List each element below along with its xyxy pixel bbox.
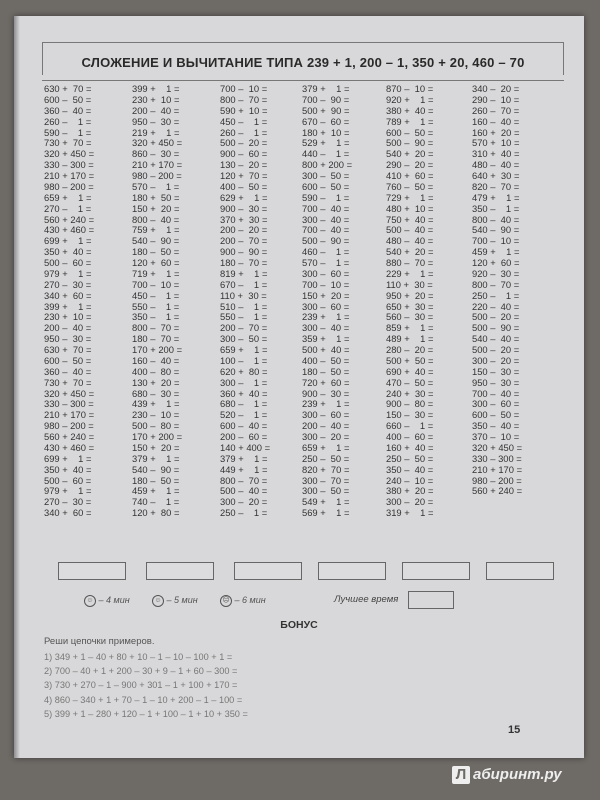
exercise-item: 570 + 10 = <box>472 137 520 149</box>
exercise-item: 150 + 20 = <box>302 289 350 301</box>
exercise-item: 629 + 1 = <box>220 191 268 203</box>
exercise-item: 700 – 40 = <box>302 202 350 214</box>
bonus-heading: БОНУС <box>280 619 318 631</box>
exercise-item: 480 – 40 = <box>472 159 520 171</box>
exercise-item: 590 – 1 = <box>44 126 92 138</box>
exercise-item: 500 – 40 = <box>386 224 434 236</box>
exercise-item: 920 + 1 = <box>386 93 434 105</box>
exercise-item: 239 + 1 = <box>302 311 350 323</box>
exercise-item: 700 – 10 = <box>472 235 520 247</box>
exercise-item: 300 – 20 = <box>386 496 434 508</box>
workbook-page <box>14 16 584 758</box>
exercise-item: 219 + 1 = <box>132 126 180 138</box>
exercise-item: 700 – 40 = <box>302 224 350 236</box>
exercise-item: 110 + 30 = <box>386 278 433 290</box>
exercise-item: 260 – 1 = <box>220 126 268 138</box>
exercise-item: 640 + 30 = <box>472 170 520 181</box>
exercise-item: 140 + 400 = <box>220 441 271 453</box>
exercise-item: 730 + 70 = <box>44 137 92 149</box>
exercise-item: 500 – 90 = <box>472 322 520 334</box>
exercise-item: 470 – 50 = <box>386 376 434 388</box>
exercise-item: 310 + 40 = <box>472 148 520 160</box>
chain-5: 5) 399 + 1 – 280 + 120 – 1 + 100 – 1 + 10 + 350 = <box>44 708 248 719</box>
exercise-item: 800 – 40 = <box>472 213 520 225</box>
exercise-item: 500 – 20 = <box>472 344 520 355</box>
exercise-item: 920 – 30 = <box>472 267 520 279</box>
exercise-item: 340 + 60 = <box>44 289 92 301</box>
exercise-item: 500 – 90 = <box>302 235 350 247</box>
exercise-item: 700 – 10 = <box>220 83 268 94</box>
exercise-column-2 <box>132 84 222 519</box>
exercise-item: 340 + 60 = <box>44 507 92 519</box>
exercise-item: 290 – 20 = <box>386 159 434 171</box>
exercise-item: 320 + 450 = <box>44 148 95 160</box>
exercise-item: 600 – 50 = <box>44 93 92 105</box>
answer-box-5[interactable] <box>402 562 470 580</box>
sad-face-icon: ☹ <box>220 595 232 607</box>
neutral-face-icon: ☺ <box>152 595 164 607</box>
exercise-item: 379 + 1 = <box>302 83 350 94</box>
chain-2: 2) 700 – 40 + 1 + 200 – 30 + 9 – 1 + 60 – 300 = <box>44 666 238 677</box>
title-rule <box>42 80 564 81</box>
exercise-item: 400 – 50 = <box>302 354 350 366</box>
exercise-item: 550 – 1 = <box>220 311 268 323</box>
exercise-item: 670 – 60 = <box>302 115 350 127</box>
exercise-item: 300 – 60 = <box>302 409 350 421</box>
exercise-item: 800 + 200 = <box>302 159 353 171</box>
exercise-item: 700 – 90 = <box>302 93 350 105</box>
exercise-item: 260 – 70 = <box>472 104 520 116</box>
exercise-item: 400 – 50 = <box>220 180 268 192</box>
exercise-column-1 <box>44 84 134 519</box>
exercise-item: 250 – 50 = <box>302 452 350 464</box>
exercise-item: 560 + 240 = <box>44 213 95 225</box>
exercise-item: 700 – 10 = <box>302 278 350 290</box>
exercise-item: 600 – 50 = <box>302 180 350 192</box>
exercise-item: 400 – 80 = <box>132 365 180 377</box>
exercise-item: 979 + 1 = <box>44 485 92 497</box>
exercise-item: 170 + 200 = <box>132 344 183 355</box>
exercise-item: 230 + 10 = <box>44 311 92 323</box>
exercise-item: 379 + 1 = <box>220 452 268 464</box>
exercise-item: 360 + 40 = <box>220 387 268 399</box>
exercise-item: 550 – 1 = <box>132 300 180 312</box>
exercise-item: 950 – 30 = <box>132 115 180 127</box>
watermark <box>452 766 562 784</box>
smile-face-icon: ☺ <box>84 595 96 607</box>
timer-6min-label: – 6 мин <box>234 595 266 605</box>
exercise-item: 800 – 70 = <box>472 278 520 290</box>
exercise-item: 760 – 50 = <box>386 180 434 192</box>
exercise-item: 200 – 70 = <box>220 235 268 247</box>
exercise-item: 240 – 10 = <box>386 474 434 486</box>
page-number: 15 <box>508 724 521 736</box>
exercise-item: 300 – 40 = <box>302 213 350 225</box>
exercise-item: 220 – 40 = <box>472 300 520 312</box>
exercise-item: 980 – 200 = <box>472 474 522 486</box>
bonus-instruction: Реши цепочки примеров. <box>44 636 155 647</box>
exercise-item: 480 + 10 = <box>386 202 434 214</box>
exercise-item: 600 – 50 = <box>386 126 434 138</box>
exercise-item: 340 – 20 = <box>472 83 520 94</box>
exercise-item: 510 – 1 = <box>220 300 268 312</box>
exercise-item: 560 – 30 = <box>386 311 434 323</box>
exercise-item: 229 + 1 = <box>386 267 434 279</box>
exercise-item: 859 + 1 = <box>386 322 434 334</box>
exercise-item: 459 + 1 = <box>472 246 520 258</box>
exercise-item: 800 – 40 = <box>132 213 180 225</box>
exercise-item: 659 + 1 = <box>220 344 268 355</box>
exercise-item: 980 – 200 = <box>44 420 94 432</box>
exercise-item: 540 – 90 = <box>132 463 180 475</box>
exercise-item: 699 + 1 = <box>44 235 92 247</box>
answer-box-1[interactable] <box>58 562 126 580</box>
page-gutter-shadow <box>14 16 20 758</box>
exercise-item: 900 – 30 = <box>302 387 350 399</box>
exercise-item: 950 + 20 = <box>386 289 434 301</box>
exercise-item: 330 – 300 = <box>472 452 522 464</box>
exercise-item: 210 + 170 = <box>44 409 95 421</box>
exercise-item: 439 + 1 = <box>132 398 180 410</box>
exercise-item: 250 – 1 = <box>220 507 268 519</box>
exercise-item: 980 – 200 = <box>132 170 182 181</box>
exercise-item: 150 + 20 = <box>132 202 180 214</box>
exercise-item: 300 – 20 = <box>302 431 350 442</box>
exercise-item: 500 + 50 = <box>386 354 434 366</box>
exercise-item: 700 – 10 = <box>132 278 180 290</box>
exercise-item: 200 – 70 = <box>220 322 268 334</box>
exercise-item: 549 + 1 = <box>302 496 350 508</box>
exercise-item: 350 – 1 = <box>472 202 520 214</box>
exercise-item: 200 – 60 = <box>220 431 268 442</box>
best-time-label: Лучшее время <box>334 594 399 605</box>
exercise-item: 330 – 300 = <box>44 398 94 410</box>
timer-4min-label: – 4 мин <box>98 595 130 605</box>
exercise-item: 150 + 20 = <box>132 441 180 453</box>
exercise-item: 900 – 80 = <box>386 398 434 410</box>
exercise-item: 659 + 1 = <box>44 191 92 203</box>
exercise-item: 160 – 40 = <box>472 115 520 127</box>
exercise-item: 260 – 1 = <box>44 115 92 127</box>
exercise-item: 270 – 30 = <box>44 496 92 508</box>
exercise-item: 320 + 450 = <box>132 137 183 149</box>
answer-box-4[interactable] <box>318 562 386 580</box>
exercise-item: 630 + 70 = <box>44 344 92 355</box>
exercise-item: 160 – 40 = <box>132 354 180 366</box>
exercise-item: 719 + 1 = <box>132 267 180 279</box>
exercise-item: 500 + 90 = <box>302 104 350 116</box>
exercise-item: 900 – 30 = <box>220 202 268 214</box>
exercise-item: 680 – 1 = <box>220 398 268 410</box>
exercise-item: 239 + 1 = <box>302 398 350 410</box>
exercise-item: 500 – 20 = <box>472 311 520 323</box>
exercise-item: 460 – 1 = <box>302 246 350 258</box>
exercise-item: 350 + 40 = <box>44 246 92 258</box>
exercise-item: 350 – 40 = <box>386 463 434 475</box>
exercise-item: 759 + 1 = <box>132 224 180 236</box>
exercise-item: 500 – 60 = <box>44 474 92 486</box>
exercise-item: 900 – 60 = <box>220 148 268 160</box>
exercise-item: 699 + 1 = <box>44 452 92 464</box>
exercise-item: 270 – 1 = <box>44 202 92 214</box>
exercise-item: 789 + 1 = <box>386 115 434 127</box>
page-title: СЛОЖЕНИЕ И ВЫЧИТАНИЕ ТИПА 239 + 1, 200 – 1, 350 + 20, 460 – 70 <box>81 55 525 70</box>
exercise-item: 120 + 70 = <box>220 170 268 181</box>
exercise-item: 120 + 80 = <box>132 507 180 519</box>
exercise-item: 270 – 30 = <box>44 278 92 290</box>
exercise-item: 160 + 20 = <box>472 126 520 138</box>
exercise-item: 489 + 1 = <box>386 333 434 345</box>
exercise-item: 430 + 460 = <box>44 441 95 453</box>
exercise-item: 250 – 50 = <box>386 452 434 464</box>
exercise-item: 600 – 50 = <box>44 354 92 366</box>
exercise-item: 300 – 50 = <box>302 485 350 497</box>
exercise-item: 479 + 1 = <box>472 191 520 203</box>
exercise-item: 370 – 10 = <box>472 431 520 442</box>
best-time-box[interactable] <box>408 591 454 609</box>
exercise-item: 950 – 30 = <box>44 333 92 345</box>
exercise-item: 300 – 60 = <box>302 300 350 312</box>
exercise-item: 670 – 1 = <box>220 278 268 290</box>
exercise-item: 590 – 1 = <box>302 191 350 203</box>
exercise-item: 720 + 60 = <box>302 376 350 388</box>
exercise-item: 700 – 40 = <box>472 387 520 399</box>
exercise-item: 500 – 40 = <box>220 485 268 497</box>
exercise-item: 740 – 1 = <box>132 496 180 508</box>
exercise-item: 180 – 50 = <box>132 246 180 258</box>
exercise-item: 430 + 460 = <box>44 224 95 236</box>
exercise-item: 300 – 70 = <box>302 474 350 486</box>
exercise-item: 130 – 20 = <box>220 159 268 171</box>
timer-5min <box>152 593 198 607</box>
exercise-item: 540 – 90 = <box>472 224 520 236</box>
chain-1: 1) 349 + 1 – 40 + 80 + 10 – 1 – 10 – 100 + 1 = <box>44 652 233 662</box>
exercise-item: 979 + 1 = <box>44 267 92 279</box>
exercise-item: 180 – 70 = <box>220 257 268 268</box>
exercise-item: 210 + 170 = <box>44 170 95 181</box>
timer-5min-label: – 5 мин <box>166 595 198 605</box>
exercise-item: 500 – 20 = <box>220 137 268 149</box>
exercise-item: 359 + 1 = <box>302 333 350 345</box>
exercise-item: 650 + 30 = <box>386 300 434 312</box>
exercise-item: 820 – 70 = <box>472 180 520 192</box>
exercise-item: 110 + 30 = <box>220 289 267 301</box>
exercise-item: 180 – 50 = <box>302 365 350 377</box>
exercise-column-6 <box>472 84 562 497</box>
exercise-item: 200 – 20 = <box>220 224 268 236</box>
timer-4min <box>84 593 130 607</box>
bonus-chains <box>44 650 248 721</box>
title-box <box>42 42 564 75</box>
exercise-item: 820 + 70 = <box>302 463 350 475</box>
exercise-item: 200 – 40 = <box>302 420 350 432</box>
exercise-item: 399 + 1 = <box>44 300 92 312</box>
answer-box-2[interactable] <box>146 562 214 580</box>
exercise-item: 659 + 1 = <box>302 441 350 453</box>
exercise-item: 180 – 50 = <box>132 474 180 486</box>
exercise-item: 320 + 450 = <box>472 441 523 453</box>
exercise-item: 800 – 70 = <box>220 474 268 486</box>
exercise-item: 180 + 50 = <box>132 191 180 203</box>
exercise-column-3 <box>220 84 310 519</box>
exercise-item: 250 – 1 = <box>472 289 520 301</box>
exercise-item: 400 – 60 = <box>386 431 434 442</box>
exercise-item: 360 – 40 = <box>44 365 92 377</box>
exercise-item: 900 – 90 = <box>220 246 268 258</box>
exercise-item: 520 – 1 = <box>220 409 268 421</box>
labirint-logo-icon: Л <box>452 766 470 784</box>
exercise-item: 660 – 1 = <box>386 420 434 432</box>
exercise-item: 600 – 40 = <box>220 420 268 432</box>
exercise-item: 300 – 40 = <box>302 322 350 334</box>
exercise-item: 150 – 30 = <box>386 409 434 421</box>
exercise-column-5 <box>386 84 476 519</box>
exercise-item: 300 – 60 = <box>472 398 520 410</box>
exercise-item: 800 – 70 = <box>132 322 180 334</box>
exercise-item: 360 – 40 = <box>44 104 92 116</box>
exercise-item: 529 + 1 = <box>302 137 350 149</box>
exercise-item: 449 + 1 = <box>220 463 268 475</box>
exercise-item: 540 – 90 = <box>132 235 180 247</box>
exercise-item: 370 + 30 = <box>220 213 268 225</box>
exercise-item: 100 – 1 = <box>220 354 268 366</box>
exercise-item: 480 – 40 = <box>386 235 434 247</box>
exercise-item: 500 – 60 = <box>44 257 92 268</box>
exercise-item: 560 + 240 = <box>472 485 523 497</box>
exercise-item: 950 – 30 = <box>472 376 520 388</box>
exercise-item: 280 – 20 = <box>386 344 434 355</box>
exercise-item: 540 + 20 = <box>386 148 434 160</box>
exercise-item: 319 + 1 = <box>386 507 434 519</box>
exercise-item: 500 – 80 = <box>132 420 180 432</box>
answer-box-6[interactable] <box>486 562 554 580</box>
exercise-item: 330 – 300 = <box>44 159 94 171</box>
exercise-item: 290 – 10 = <box>472 93 520 105</box>
exercise-item: 160 + 40 = <box>386 441 434 453</box>
exercise-item: 150 – 30 = <box>472 365 520 377</box>
exercise-item: 569 + 1 = <box>302 507 350 519</box>
exercise-item: 350 – 1 = <box>132 311 180 323</box>
exercise-item: 200 – 40 = <box>44 322 92 334</box>
exercise-item: 320 + 450 = <box>44 387 95 399</box>
exercise-item: 180 – 70 = <box>132 333 180 345</box>
exercise-item: 230 + 10 = <box>132 93 180 105</box>
watermark-text: абиринт.ру <box>473 766 562 783</box>
exercise-item: 980 – 200 = <box>44 180 94 192</box>
exercise-item: 880 – 70 = <box>386 257 434 268</box>
exercise-column-4 <box>302 84 392 519</box>
exercise-item: 300 – 50 = <box>302 170 350 181</box>
exercise-item: 440 – 1 = <box>302 148 350 160</box>
exercise-item: 379 + 1 = <box>132 452 180 464</box>
exercise-item: 560 + 240 = <box>44 431 95 442</box>
exercise-item: 729 + 1 = <box>386 191 434 203</box>
exercise-item: 540 – 40 = <box>472 333 520 345</box>
exercise-item: 410 + 60 = <box>386 170 434 181</box>
exercise-item: 300 – 20 = <box>220 496 268 508</box>
exercise-item: 200 – 40 = <box>132 104 180 116</box>
exercise-item: 300 – 20 = <box>472 354 520 366</box>
exercise-item: 540 + 20 = <box>386 246 434 258</box>
exercise-item: 680 – 30 = <box>132 387 180 399</box>
exercise-item: 500 + 40 = <box>302 344 350 355</box>
exercise-item: 730 + 70 = <box>44 376 92 388</box>
exercise-item: 750 + 40 = <box>386 213 434 225</box>
exercise-item: 130 + 20 = <box>132 376 180 388</box>
exercise-item: 170 + 200 = <box>132 431 183 442</box>
exercise-item: 459 + 1 = <box>132 485 180 497</box>
exercise-item: 120 + 60 = <box>132 257 180 268</box>
exercise-item: 180 + 10 = <box>302 126 350 138</box>
answer-box-3[interactable] <box>234 562 302 580</box>
exercise-item: 300 – 50 = <box>220 333 268 345</box>
exercise-item: 860 – 30 = <box>132 148 180 160</box>
exercise-item: 380 + 40 = <box>386 104 434 116</box>
exercise-item: 800 – 70 = <box>220 93 268 105</box>
exercise-item: 620 + 80 = <box>220 365 268 377</box>
exercise-item: 210 + 170 = <box>472 463 523 475</box>
exercise-item: 210 + 170 = <box>132 159 183 171</box>
exercise-item: 630 + 70 = <box>44 83 92 94</box>
exercise-item: 350 – 40 = <box>472 420 520 432</box>
exercise-item: 380 + 20 = <box>386 485 434 497</box>
exercise-item: 819 + 1 = <box>220 267 268 279</box>
exercise-item: 690 + 40 = <box>386 365 434 377</box>
exercise-item: 350 + 40 = <box>44 463 92 475</box>
exercise-item: 570 – 1 = <box>302 257 350 268</box>
exercise-item: 399 + 1 = <box>132 83 180 94</box>
timer-6min <box>220 593 266 607</box>
exercise-item: 230 – 10 = <box>132 409 180 421</box>
exercise-item: 600 – 50 = <box>472 409 520 421</box>
exercise-item: 570 – 1 = <box>132 180 180 192</box>
chain-3: 3) 730 + 270 – 1 – 900 + 301 – 1 + 100 + 170 = <box>44 680 238 691</box>
exercise-item: 300 – 1 = <box>220 376 268 388</box>
exercise-item: 870 – 10 = <box>386 83 434 94</box>
exercise-item: 450 – 1 = <box>132 289 180 301</box>
exercise-item: 300 – 60 = <box>302 267 350 279</box>
exercise-item: 240 + 30 = <box>386 387 434 399</box>
exercise-item: 590 + 10 = <box>220 104 268 116</box>
exercise-item: 500 – 90 = <box>386 137 434 149</box>
chain-4: 4) 860 – 340 + 1 + 70 – 1 – 10 + 200 – 1 – 100 = <box>44 694 243 705</box>
exercise-item: 450 – 1 = <box>220 115 268 127</box>
exercise-item: 120 + 60 = <box>472 257 520 268</box>
